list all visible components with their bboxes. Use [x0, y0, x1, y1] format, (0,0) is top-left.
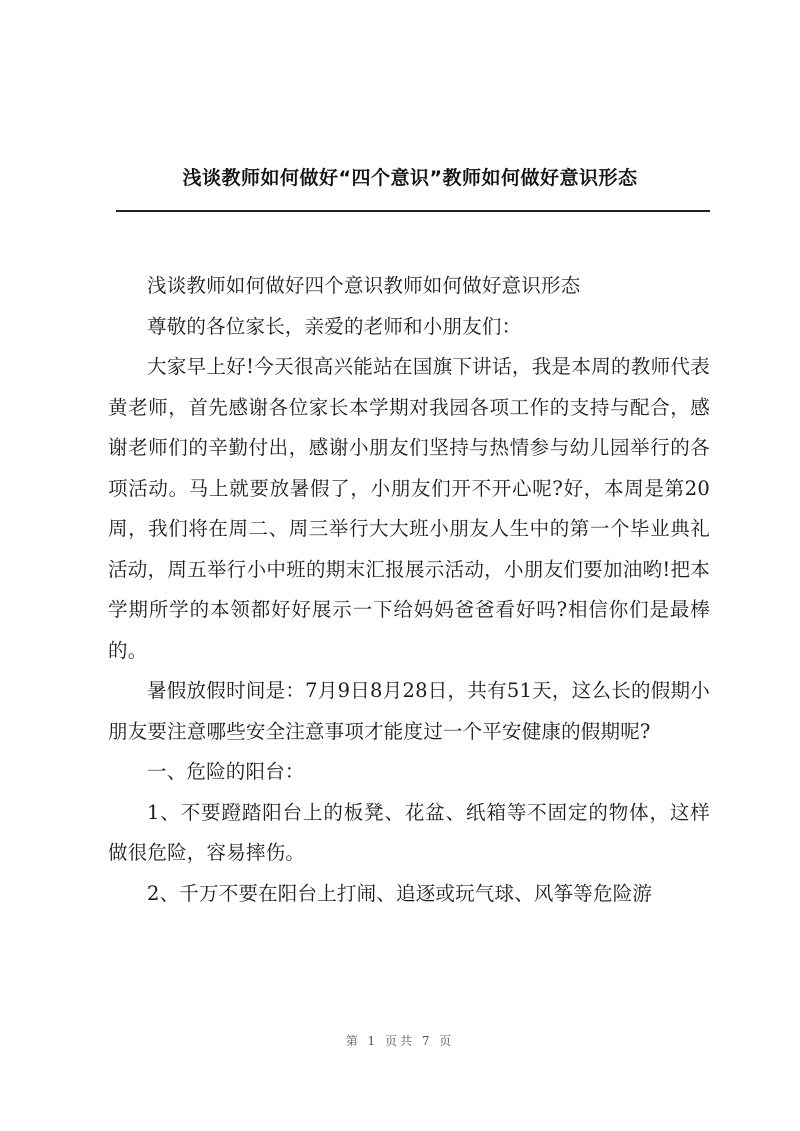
paragraph-section-heading: 一、危险的阳台： — [147, 760, 305, 783]
document-body — [108, 266, 710, 914]
paragraph-greeting: 大家早上好!今天很高兴能站在国旗下讲话，我是本周的教师代表黄老师，首先感谢各位家长本学期对我园各项工作的支持与配合，感谢老师们的辛勤付出，感谢小朋友们坚持与热情参与幼儿园举行的各项活动。马上就要放暑假了，小朋友们开不开心呢?好，本周是第20周，我们将在周二、周三举行大大班小朋友人生中的第一个毕业典礼活动，周五举行小中班的期末汇报展示活动，小朋友们要加油哟!把本学期所学的本领都好好展示一下给妈妈爸爸看好吗?相信你们是最棒的。 — [108, 355, 710, 662]
page-number-footer: 第 1 页共 7 页 — [345, 1034, 455, 1048]
paragraph-vacation-dates: 暑假放假时间是：7月9日8月28日，共有51天，这么长的假期小朋友要注意哪些安全注意事项才能度过一个平安健康的假期呢? — [108, 679, 710, 743]
paragraph-heading-repeat: 浅谈教师如何做好四个意识教师如何做好意识形态 — [147, 274, 581, 297]
paragraph-item-1: 1、不要蹬踏阳台上的板凳、花盆、纸箱等不固定的物体，这样做很危险，容易摔伤。 — [108, 800, 710, 864]
paragraph-item-2: 2、千万不要在阳台上打闹、追逐或玩气球、风筝等危险游 — [147, 881, 653, 905]
document-title: 浅谈教师如何做好“四个意识”教师如何做好意识形态 — [182, 167, 638, 189]
paragraph-salutation: 尊敬的各位家长，亲爱的老师和小朋友们： — [147, 314, 522, 338]
title-underline — [116, 210, 710, 212]
